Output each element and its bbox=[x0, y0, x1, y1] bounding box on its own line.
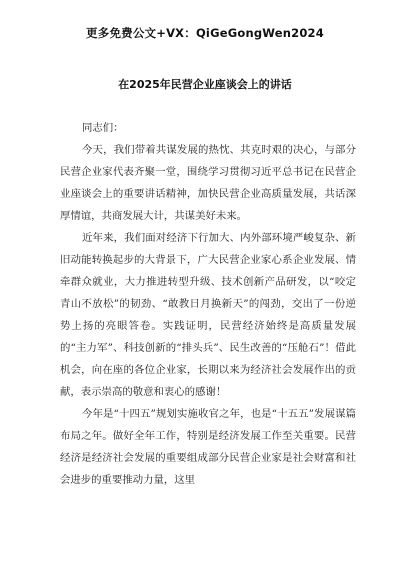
paragraph-2: 近年来，我们面对经济下行加大、内外部环境严峻复杂、新旧动能转换起步的大背景下，广大民营企业家心系企业发展、情牵群众就业，大力推进转型升级、技术创新产品研发，以“咬定青山不放松”的韧劲、“敢教日月换新天”的闯劲，交出了一份逆势上扬的亮眼答卷。实践证明，民营经济始终是高质量发展的“主力军”、科技创新的“排头兵”、民生改善的“压舱石”！借此机会，向在座的各位企业家，长期以来为经济社会发展作出的贡献，表示崇高的敬意和衷心的感谢！ bbox=[60, 232, 356, 398]
header-watermark-text: 更多免费公文+VX：QiGeGongWen2024 bbox=[86, 26, 324, 40]
document-title: 在2025年民营企业座谈会上的讲话 bbox=[118, 78, 292, 91]
paragraph-1: 今天，我们带着共谋发展的热忱、共克时艰的决心，与部分民营企业家代表齐聚一堂，围绕学习贯彻习近平总书记在民营企业座谈会上的重要讲话精神，加快民营企业高质量发展，共话深厚情谊，共商发展大计，共谋美好未来。 bbox=[60, 144, 356, 222]
salutation: 同志们： bbox=[82, 122, 124, 134]
document-body bbox=[60, 117, 356, 491]
paragraph-3: 今年是“十四五”规划实施收官之年，也是“十五五”发展谋篇布局之年。做好全年工作，特别是经济发展工作至关重要。民营经济是经济社会发展的重要组成部分民营企业家是社会财富和社会进步的重要推动力量，这里 bbox=[60, 408, 356, 486]
